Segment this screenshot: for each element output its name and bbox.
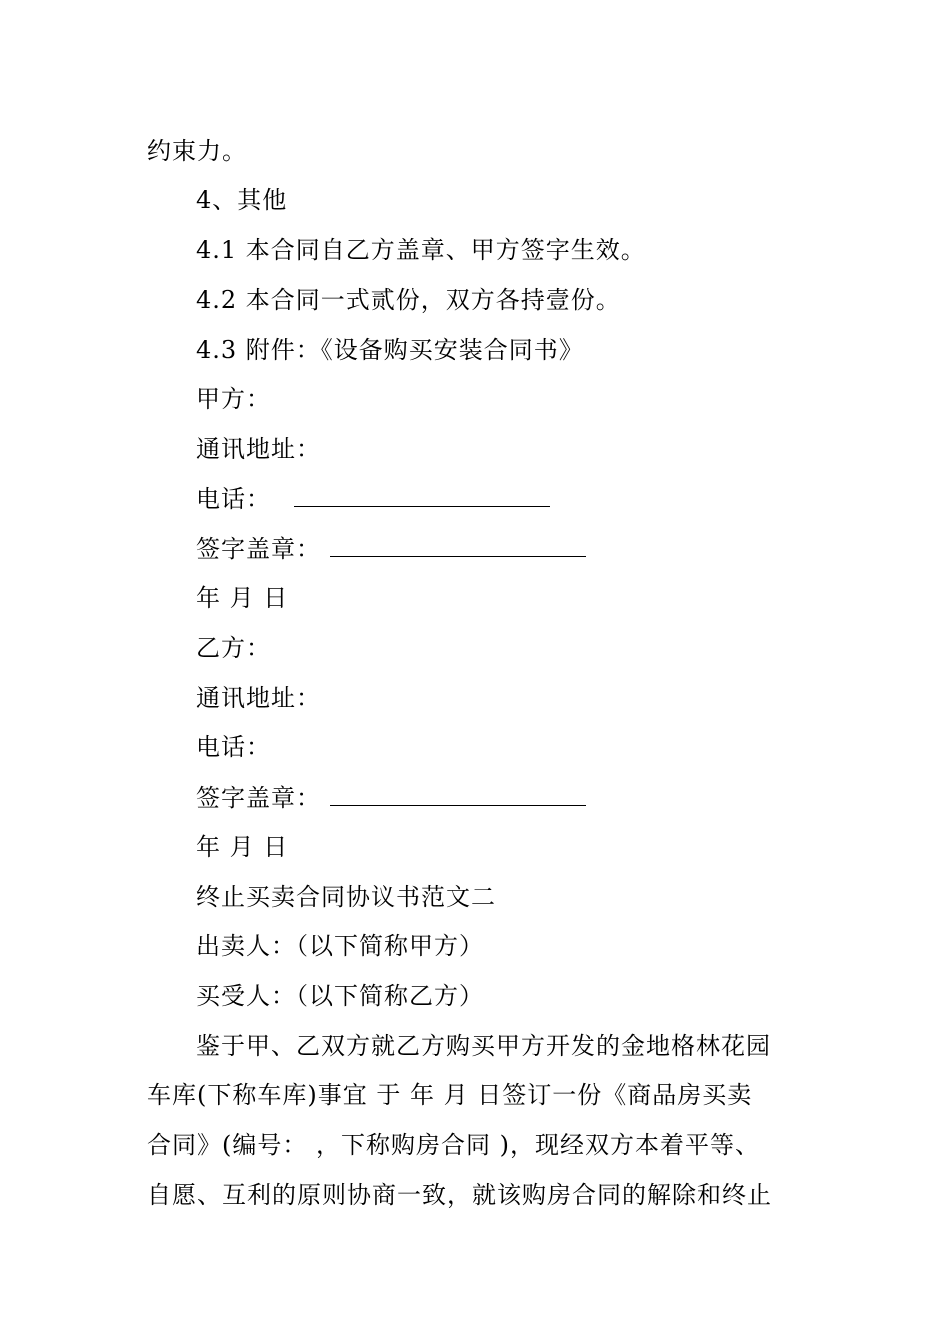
party-a-address-label: 通讯地址： — [196, 435, 321, 463]
buyer-line: 买受人：（以下简称乙方） — [196, 982, 484, 1010]
party-a-phone-row — [196, 484, 550, 514]
paragraph-line: 鉴于甲、乙双方就乙方购买甲方开发的金地格林花园 — [196, 1032, 771, 1060]
party-a-signature-row — [196, 534, 586, 564]
text-line: 约束力。 — [147, 137, 247, 165]
party-a-phone-blank — [294, 484, 550, 507]
text-line: 4.2 本合同一式贰份，双方各持壹份。 — [196, 286, 621, 314]
party-b-signature-row — [196, 783, 586, 813]
party-a-signature-blank — [330, 534, 586, 557]
party-b-date-line: 年 月 日 — [196, 833, 289, 861]
paragraph-line: 自愿、互利的原则协商一致，就该购房合同的解除和终止 — [147, 1181, 772, 1209]
party-b-signature-blank — [330, 783, 586, 806]
section-heading: 4、其他 — [196, 186, 288, 214]
party-b-address-label: 通讯地址： — [196, 684, 321, 712]
paragraph-line: 车库(下称车库)事宜 于 年 月 日签订一份《商品房买卖 — [147, 1081, 753, 1109]
text-line: 4.3 附件：《设备购买安装合同书》 — [196, 336, 584, 364]
paragraph-line: 合同》(编号： ，下称购房合同 )，现经双方本着平等、 — [147, 1131, 760, 1159]
party-b-label: 乙方： — [196, 634, 271, 662]
party-a-label: 甲方： — [196, 385, 271, 413]
party-a-signature-label: 签字盖章： — [196, 535, 321, 563]
section-title: 终止买卖合同协议书范文二 — [196, 883, 496, 911]
seller-line: 出卖人：（以下简称甲方） — [196, 932, 484, 960]
party-a-date-line: 年 月 日 — [196, 584, 289, 612]
party-b-phone-label: 电话： — [196, 733, 271, 761]
party-a-phone-label: 电话： — [196, 485, 271, 513]
text-line: 4.1 本合同自乙方盖章、甲方签字生效。 — [196, 236, 646, 264]
party-b-signature-label: 签字盖章： — [196, 784, 321, 812]
